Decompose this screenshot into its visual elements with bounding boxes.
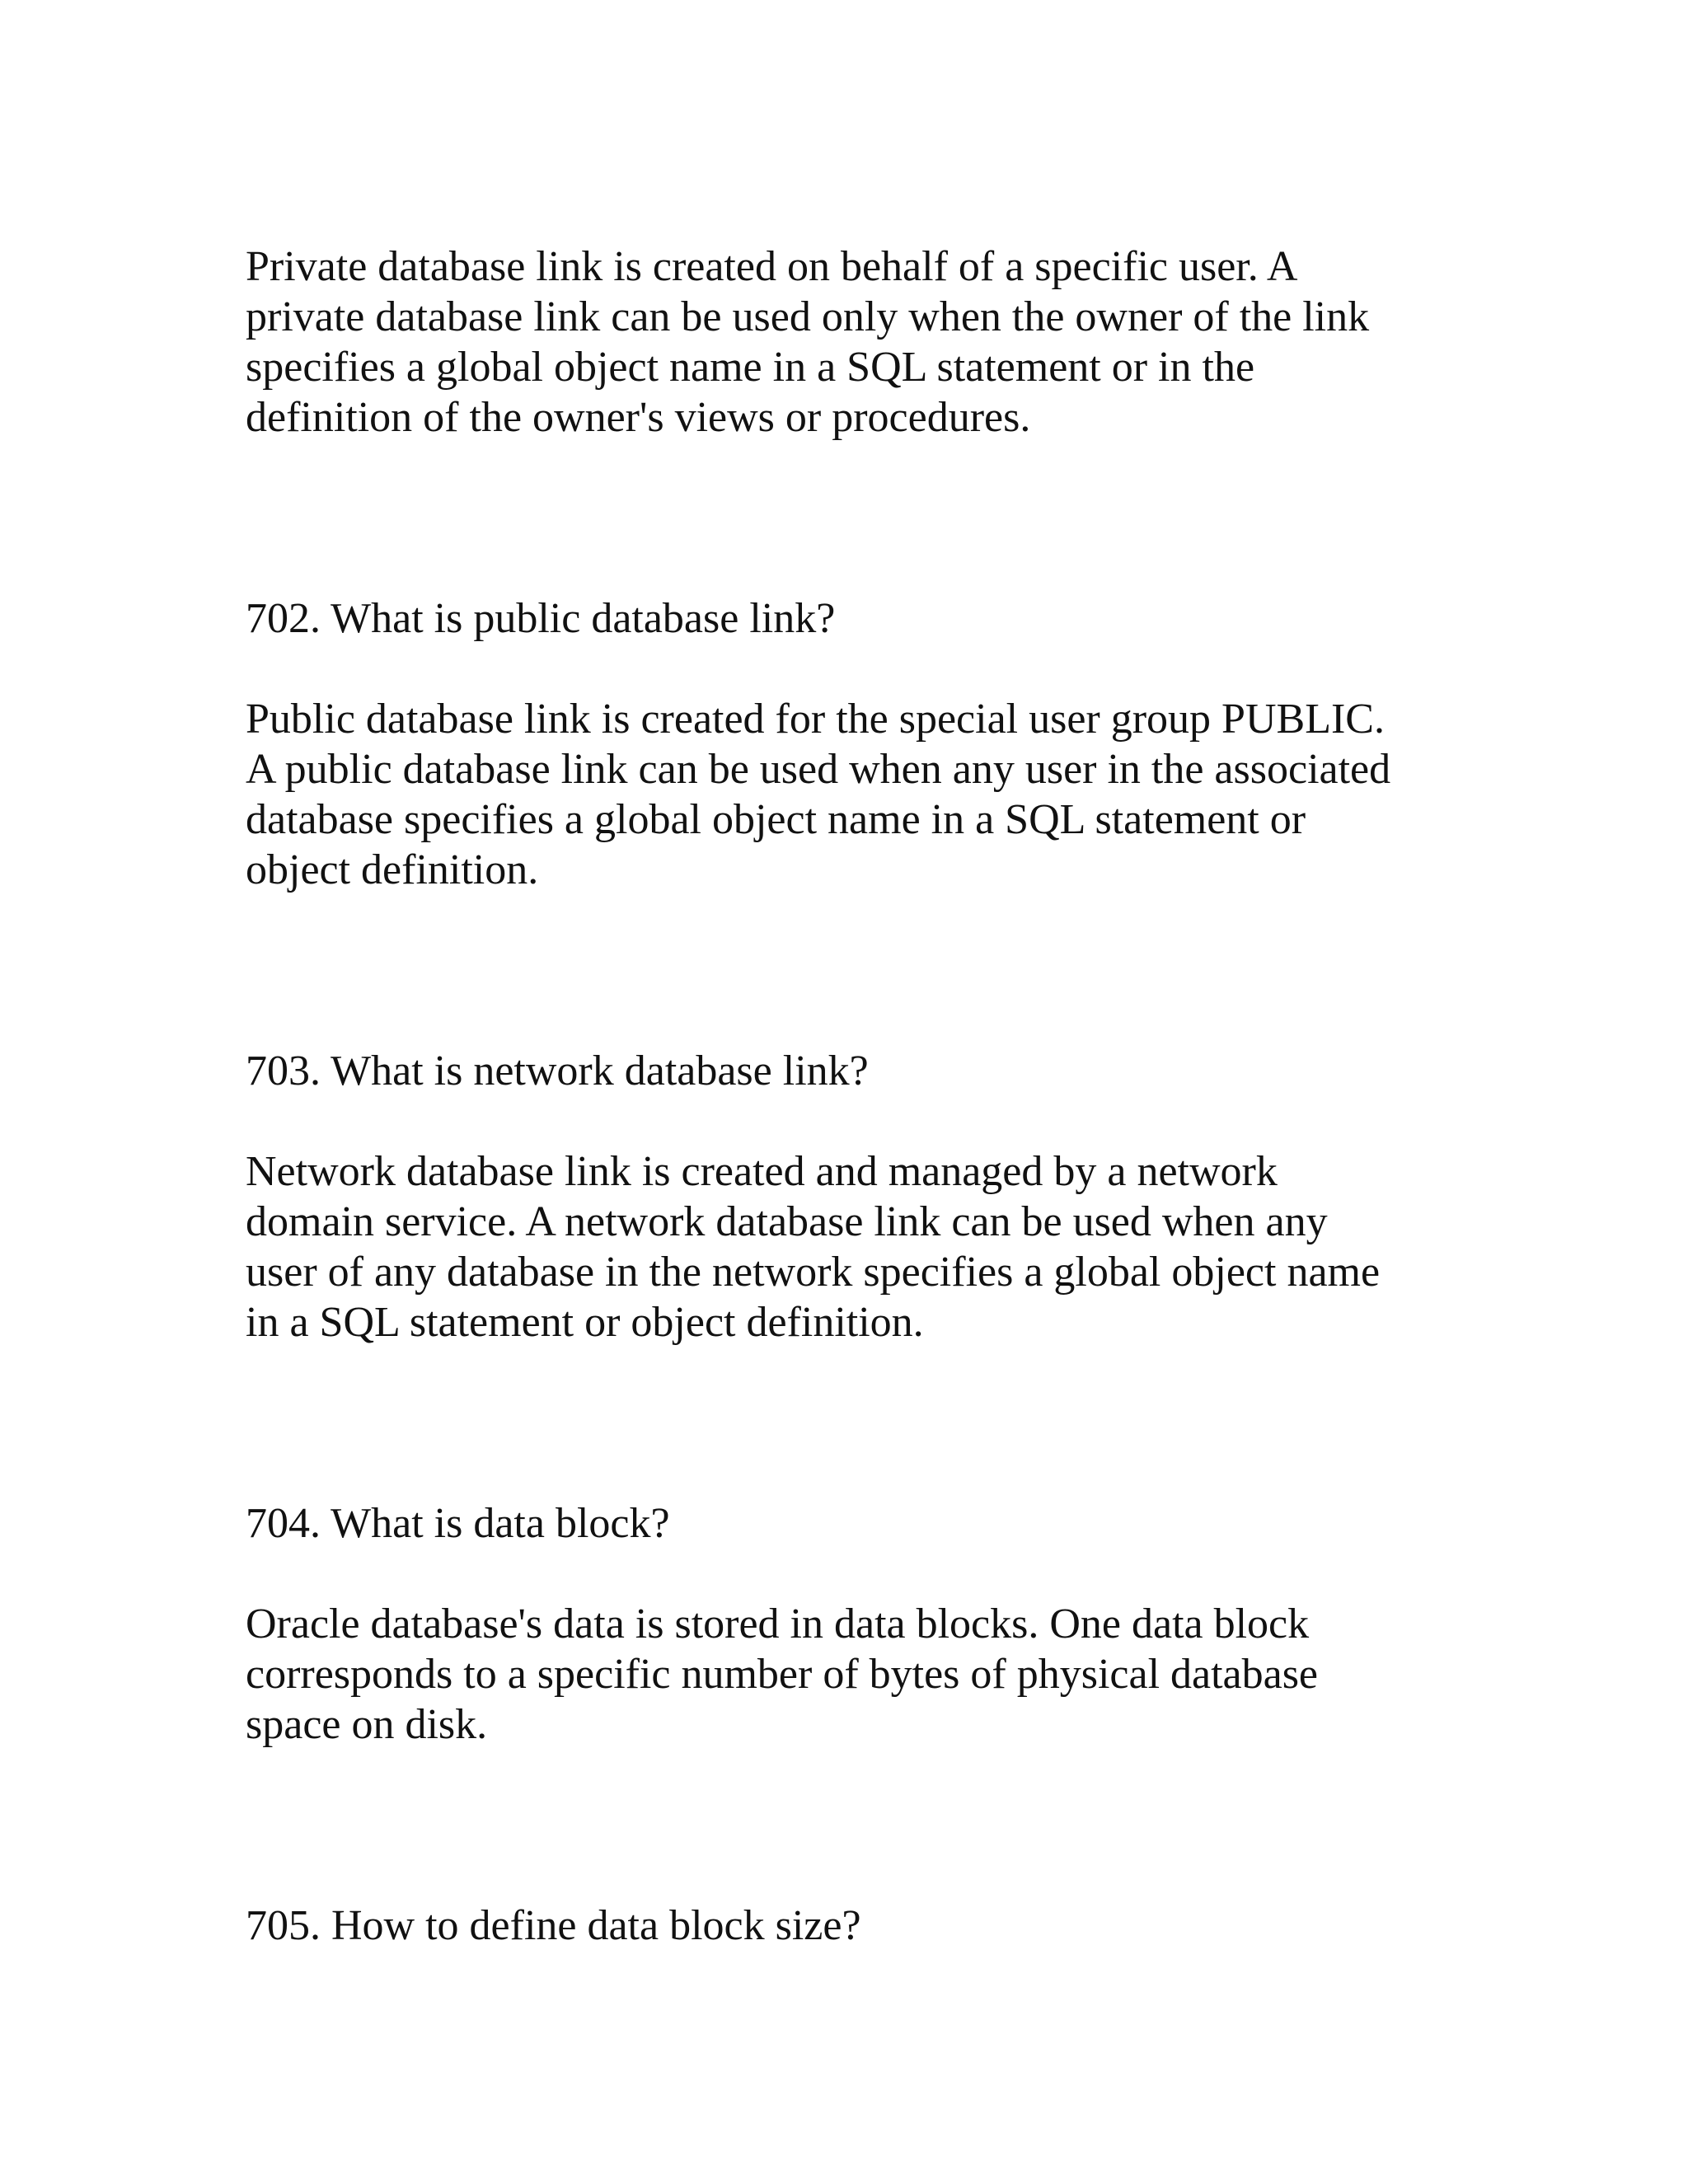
answer-704: Oracle database's data is stored in data blocks. One data block corresponds to a specific number of bytes of physical database space on disk. xyxy=(246,1601,1319,1748)
answer-701: Private database link is created on behalf of a specific user. A private database link can be used only when the owner of the link specifies a global object name in a SQL statement or in the definition of the owner's views or procedures. xyxy=(246,243,1370,441)
question-spacer xyxy=(246,1096,1449,1146)
answer-702: Public database link is created for the special user group PUBLIC. A public database link can be used when any user in the associated database specifies a global object name in a SQL statement or object definition. xyxy=(246,696,1391,893)
section-spacer xyxy=(246,1347,1449,1498)
question-705: 705. How to define data block size? xyxy=(246,1902,861,1949)
question-702: 702. What is public database link? xyxy=(246,595,836,642)
section-spacer xyxy=(246,895,1449,1046)
question-spacer xyxy=(246,644,1449,694)
question-703: 703. What is network database link? xyxy=(246,1047,869,1094)
section-spacer xyxy=(246,443,1449,593)
answer-703: Network database link is created and managed by a network domain service. A network database link can be used when any user of any database in the network specifies a global object name in a SQL statement or object definition. xyxy=(246,1148,1381,1346)
question-spacer xyxy=(246,1549,1449,1599)
document-content xyxy=(246,241,1449,1951)
section-spacer xyxy=(246,1750,1449,1900)
question-704: 704. What is data block? xyxy=(246,1500,670,1547)
